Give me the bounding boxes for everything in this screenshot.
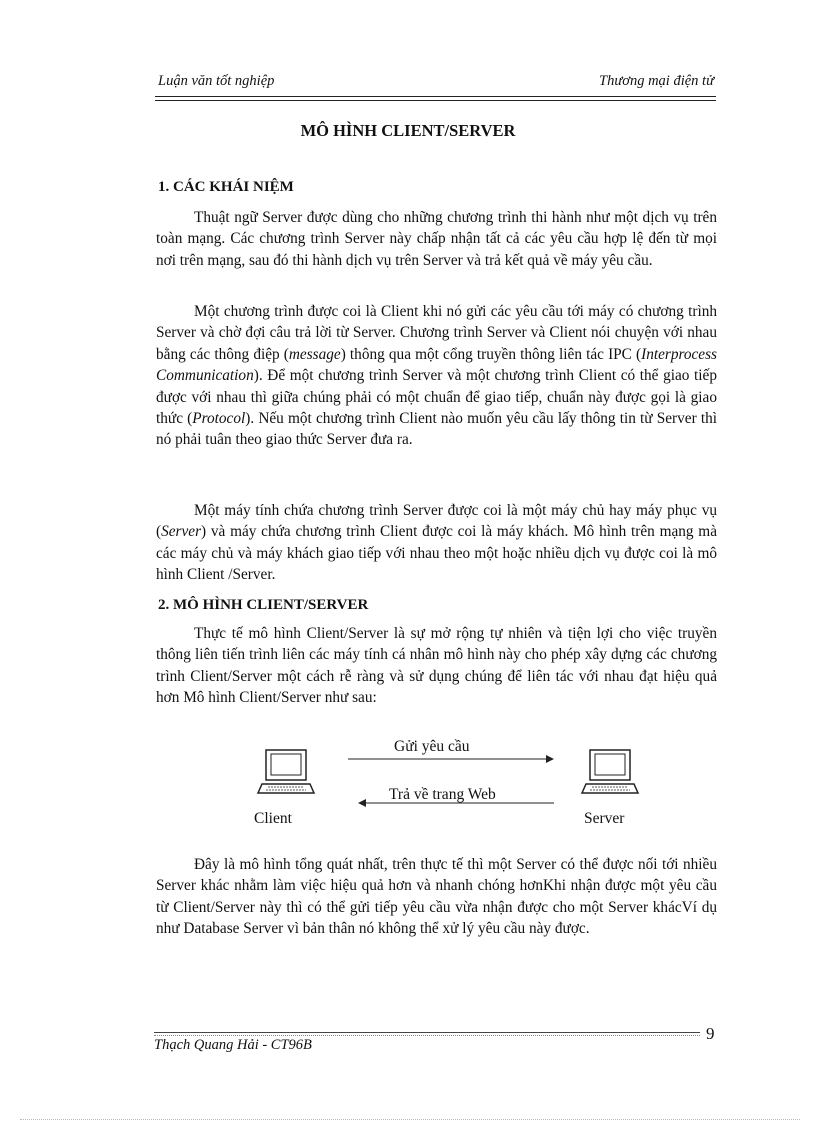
paragraph-3-text-a: Một máy tính chứa chương trình Server được coi là một máy chủ hay máy phục vụ (: [156, 502, 717, 541]
paragraph-3-text-b: ) và máy chứa chương trình Client được coi là máy khách. Mô hình trên mạng mà các máy chủ và máy khách giao tiếp với nhau theo một hoặc nhiều dịch vụ được coi là mô hình Client /Server.: [156, 523, 717, 584]
term-ipc: Interprocess Communication: [156, 345, 717, 385]
paragraph-2-text-a: Một chương trình được coi là Client khi nó gửi các yêu cầu tới máy có chương trình Server và chờ đợi câu trả lời từ Server. Chương trình Server và Client nói chuyện với nhau bằng các thông điệp (: [156, 303, 717, 363]
client-server-diagram: [0, 733, 816, 833]
term-message: message: [288, 345, 341, 363]
term-protocol: Protocol: [192, 410, 246, 428]
header-rule: [155, 96, 716, 97]
paragraph-2: [156, 301, 717, 451]
header-rule-double: [155, 100, 716, 101]
computer-icon: [582, 750, 638, 793]
page-title: MÔ HÌNH CLIENT/SERVER: [300, 121, 516, 140]
footer-author: Thạch Quang Hải - CT96B: [154, 1037, 312, 1053]
header-left: Luận văn tốt nghiệp: [158, 73, 275, 89]
page-number: 9: [706, 1024, 715, 1043]
paragraph-2-text-d: ). Nếu một chương trình Client nào muốn yêu cầu lấy thông tin từ Server thì nó phải tuân theo giao thức Server đưa ra.: [156, 410, 717, 449]
paragraph-3: [156, 500, 717, 586]
header-right: Thương mại điện tử: [599, 73, 714, 89]
section-heading-2: 2. MÔ HÌNH CLIENT/SERVER: [158, 597, 369, 613]
server-label: Server: [584, 810, 625, 827]
footer-rule: [154, 1032, 700, 1033]
paragraph-4: Thực tế mô hình Client/Server là sự mở rộng tự nhiên và tiện lợi cho việc truyền thông liên tiến trình liên các máy tính cá nhân mô hình này cho phép xây dựng các chương trình Client/Server một cách rễ ràng và sử dụng chúng để liên tác với nhau đạt hiệu quả hơn Mô hình Client/Server như sau:: [156, 625, 717, 707]
paragraph-2-text-c: ). Để một chương trình Server và một chương trình Client có thể giao tiếp được với nhau thì giữa chúng phải có một chuẩn để giao tiếp, chuẩn này được gọi là giao thức (: [156, 367, 717, 428]
request-arrow: [348, 755, 554, 763]
footer-rule-dotted: [154, 1035, 700, 1036]
running-header: [158, 73, 714, 95]
paragraph-5: Đây là mô hình tổng quát nhất, trên thực tế thì một Server có thể được nối tới nhiều Server khác nhằm làm việc hiệu quả hơn và nhanh chóng hơnKhi nhận được một yêu cầu từ Client/Server này thì có thể gửi tiếp yêu cầu vừa nhận được cho một Server khácVí dụ như Database Server vì bản thân nó không thể xử lý yêu cầu này được.: [156, 856, 717, 938]
paragraph-1: Thuật ngữ Server được dùng cho những chương trình thi hành như một dịch vụ trên toàn mạng. Các chương trình Server này chấp nhận tất cả các yêu cầu hợp lệ đến từ mọi nơi trên mạng, sau đó thi hành dịch vụ trên Server và trả kết quả về máy yêu cầu.: [156, 209, 717, 269]
computer-icon: [258, 750, 314, 793]
term-server: Server: [161, 523, 202, 541]
request-label: Gửi yêu cầu: [394, 738, 470, 755]
paragraph-2-text-b: ) thông qua một cổng truyền thông liên tác IPC (: [340, 345, 642, 363]
response-label: Trả về trang Web: [389, 786, 496, 803]
page-bottom-border: [20, 1119, 800, 1120]
section-heading-1: 1. CÁC KHÁI NIỆM: [158, 179, 294, 195]
client-label: Client: [254, 810, 292, 827]
